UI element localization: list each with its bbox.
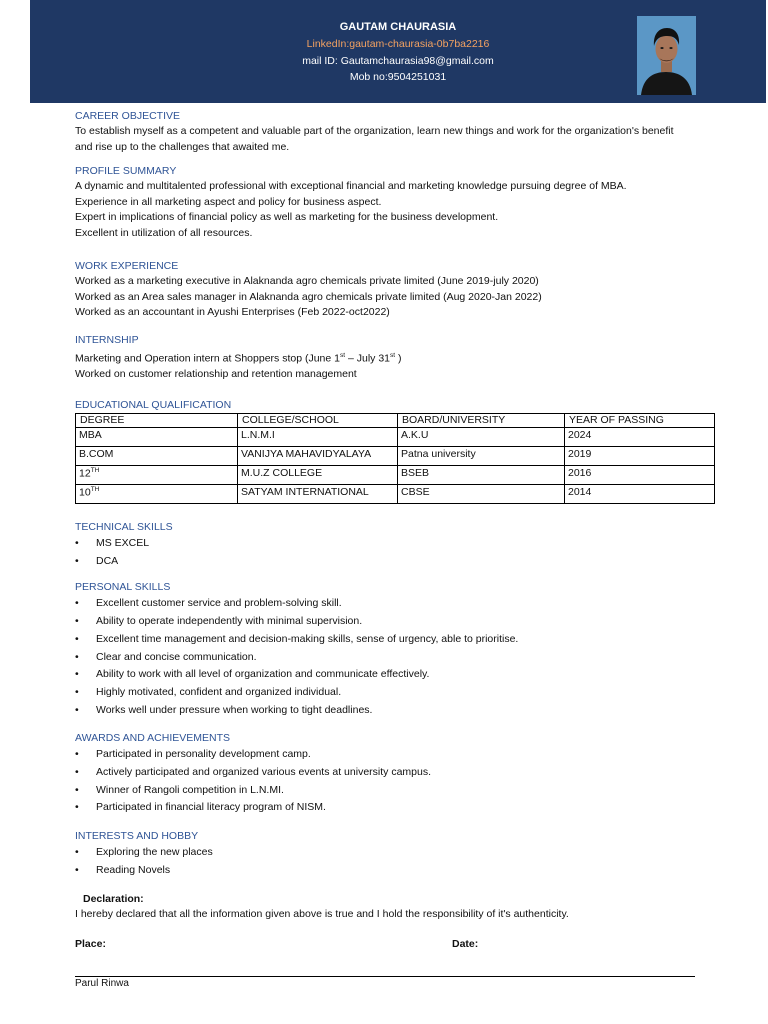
list-item-text: Highly motivated, confident and organized individual. [96,685,342,698]
internship-sup: st [390,351,396,359]
bullet-icon: • [75,537,79,549]
resume-header [30,0,766,103]
table-cell: 2014 [565,485,715,504]
bullet-icon: • [75,703,79,716]
awards-title: AWARDS AND ACHIEVEMENTS [75,732,230,745]
table-cell: BSEB [398,466,565,485]
bullet-icon: • [75,650,79,663]
list-item-text: Ability to work with all level of organization and communicate effectively. [96,668,430,681]
bullet-icon: • [75,615,79,628]
list-item-text: Ability to operate independently with minimal supervision. [96,615,363,628]
table-cell [76,447,238,466]
list-item-text: Participated in financial literacy program of NISM. [96,801,326,814]
table-cell: M.U.Z COLLEGE [238,466,398,485]
career-objective-line: and rise up to the challenges that awaited me. [75,140,290,153]
mobile-text: Mob no:9504251031 [349,71,447,83]
interests-title: INTERESTS AND HOBBY [75,830,199,843]
linkedin-link[interactable]: LinkedIn:gautam-chaurasia-0b7ba2216 [306,38,490,50]
list-item [75,631,725,649]
date-label: Date: [452,937,479,950]
degree-text: B.COM [79,448,114,460]
bullet-icon: • [75,801,79,814]
resume-body [75,109,725,953]
bullet-icon: • [75,668,79,681]
work-experience-line: Worked as an Area sales manager in Alaknanda agro chemicals private limited (Aug 2020-Jan 2022) [75,290,542,303]
table-header-cell: DEGREE [76,414,238,428]
email-text: mail ID: Gautamchaurasia98@gmail.com [302,55,494,67]
table-header-cell: COLLEGE/SCHOOL [238,414,398,428]
profile-summary-line: Excellent in utilization of all resources. [75,226,253,239]
table-row [76,428,715,447]
table-cell: L.N.M.I [238,428,398,447]
profile-photo-image [637,16,696,95]
bullet-icon: • [75,748,79,761]
signature-name: Parul Rinwa [75,978,129,989]
internship-line [75,348,725,367]
list-item-text: Excellent customer service and problem-solving skill. [96,597,342,610]
signature-line [75,976,695,977]
bullet-icon: • [75,597,79,610]
list-item [75,844,725,862]
education-title: EDUCATIONAL QUALIFICATION [75,399,232,411]
list-item [75,666,725,684]
list-item-text: Actively participated and organized various events at university campus. [96,766,432,779]
list-item [75,535,725,553]
profile-summary-line: Expert in implications of financial policy as well as marketing for the business development. [75,211,499,223]
list-item-text: Works well under pressure when working to tight deadlines. [96,703,373,716]
list-item [75,862,725,880]
work-experience-title: WORK EXPERIENCE [75,260,179,272]
table-cell [76,485,238,504]
internship-text: ) [395,352,402,364]
table-header-row [76,414,715,428]
place-date-row [75,937,725,953]
internship-sup: st [340,351,346,359]
list-item [75,613,725,631]
internship-line: Worked on customer relationship and retention management [75,367,357,380]
bullet-icon: • [75,766,79,779]
table-cell: 2019 [565,447,715,466]
list-item-text: Reading Novels [96,863,171,876]
list-item-text: Clear and concise communication. [96,650,257,663]
table-row [76,447,715,466]
list-item [75,595,725,613]
profile-summary-line: A dynamic and multitalented professional with exceptional financial and marketing knowledge pursuing degree of MBA. [75,180,627,192]
profile-summary-line: Experience in all marketing aspect and policy for business aspect. [75,195,382,208]
personal-skills-list [75,595,725,719]
bullet-icon: • [75,846,79,859]
interests-list [75,844,725,879]
bullet-icon: • [75,685,79,698]
internship-title: INTERNSHIP [75,333,139,346]
list-item [75,553,725,571]
degree-text: 12 [79,467,91,480]
table-header-cell: BOARD/UNIVERSITY [398,414,565,428]
education-table [75,413,715,504]
list-item-text: DCA [96,554,119,567]
list-item [75,782,725,800]
table-cell [76,428,238,447]
table-cell: A.K.U [398,428,565,447]
declaration-title: Declaration: [83,892,144,905]
table-cell [76,466,238,485]
degree-text: 10 [79,486,91,499]
degree-text: MBA [79,429,102,441]
personal-skills-title: PERSONAL SKILLS [75,581,171,594]
bullet-icon: • [75,632,79,645]
work-experience-line: Worked as an accountant in Ayushi Enterprises (Feb 2022-oct2022) [75,306,390,318]
bullet-icon: • [75,783,79,796]
list-item-text: Exploring the new places [96,846,213,859]
table-row [76,485,715,504]
table-header-cell: YEAR OF PASSING [565,414,715,428]
profile-summary-title: PROFILE SUMMARY [75,165,177,177]
technical-skills-list [75,535,725,570]
bullet-icon: • [75,863,79,876]
internship-text: – July 31 [345,352,391,364]
list-item [75,799,725,817]
table-cell: CBSE [398,485,565,504]
awards-list [75,746,725,817]
bullet-icon: • [75,554,79,567]
career-objective-line: To establish myself as a competent and valuable part of the organization, learn new things and work for the organization's benefit [75,125,674,137]
list-item [75,702,725,720]
degree-sup: TH [90,486,100,493]
table-cell: VANIJYA MAHAVIDYALAYA [238,447,398,466]
internship-text: Marketing and Operation intern at Shoppers stop (June 1 [75,352,340,364]
career-objective-title: CAREER OBJECTIVE [75,110,181,122]
list-item-text: Excellent time management and decision-making skills, sense of urgency, able to prioritise. [96,632,519,645]
list-item [75,684,725,702]
degree-sup: TH [90,467,100,474]
profile-photo [637,16,696,95]
table-cell: 2016 [565,466,715,485]
candidate-name: GAUTAM CHAURASIA [339,21,457,33]
list-item [75,764,725,782]
list-item-text: MS EXCEL [96,537,150,549]
place-label: Place: [75,937,106,950]
table-row [76,466,715,485]
list-item-text: Winner of Rangoli competition in L.N.MI. [96,783,284,796]
list-item [75,649,725,667]
table-cell: 2024 [565,428,715,447]
list-item [75,746,725,764]
list-item-text: Participated in personality development camp. [96,748,311,761]
technical-skills-title: TECHNICAL SKILLS [75,521,173,533]
work-experience-line: Worked as a marketing executive in Alaknanda agro chemicals private limited (June 2019-july 2020) [75,275,539,287]
table-cell: SATYAM INTERNATIONAL [238,485,398,504]
table-cell: Patna university [398,447,565,466]
declaration-text: I hereby declared that all the information given above is true and I hold the responsibility of it's authenticity. [75,908,569,921]
